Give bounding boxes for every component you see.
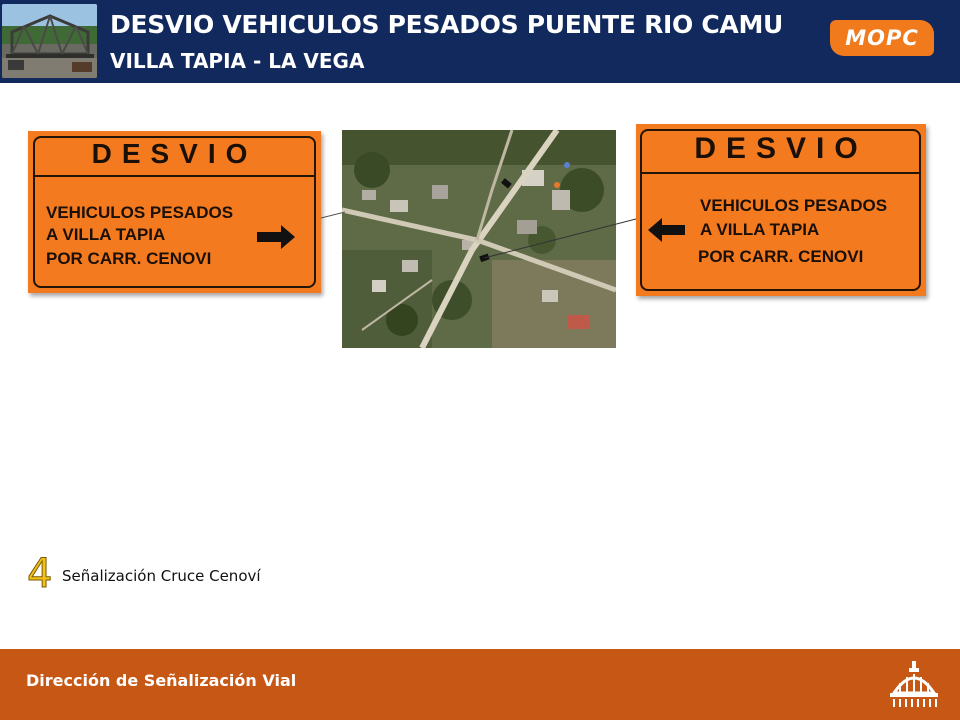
sign-line-1: VEHICULOS PESADOS	[46, 203, 234, 222]
sign-title: DESVIO	[91, 138, 258, 169]
step-caption: Señalización Cruce Cenoví	[62, 567, 261, 585]
connector-line-left	[321, 212, 345, 218]
page-title: DESVIO VEHICULOS PESADOS PUENTE RIO CAMU	[110, 10, 784, 39]
capitol-dome-icon	[888, 661, 940, 709]
footer-bar	[0, 649, 960, 720]
sign-divider	[642, 172, 919, 174]
sign-line-2: A VILLA TAPIA	[700, 220, 820, 239]
sign-line-3: POR CARR. CENOVI	[698, 247, 864, 266]
mopc-logo-text: MOPC	[845, 26, 919, 50]
left-arrow-icon	[648, 218, 685, 242]
sign-line-1: VEHICULOS PESADOS	[700, 196, 888, 215]
page-subtitle: VILLA TAPIA - LA VEGA	[110, 49, 365, 73]
step-number: 4	[27, 551, 53, 597]
sign-line-2: A VILLA TAPIA	[46, 225, 166, 244]
detour-sign-right	[636, 124, 926, 296]
sign-line-3: POR CARR. CENOVI	[46, 249, 212, 268]
sign-title: DESVIO	[694, 132, 868, 165]
footer-text: Dirección de Señalización Vial	[26, 671, 297, 690]
connector-line-right	[484, 219, 636, 258]
